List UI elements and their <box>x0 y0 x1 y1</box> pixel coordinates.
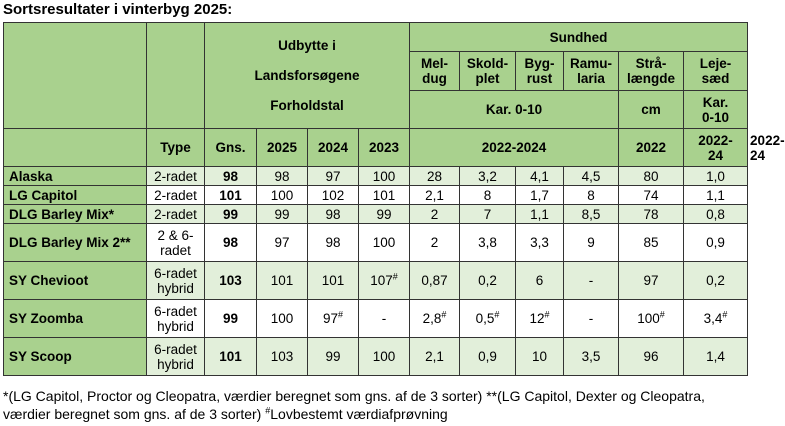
yield-line-1: Udbytte i <box>278 37 336 53</box>
straa-value: 78 <box>619 205 684 224</box>
statutory-mark: # <box>392 271 398 282</box>
table-row <box>4 262 748 300</box>
y2025-header: 2025 <box>257 129 308 167</box>
bygrust-value: 12# <box>516 300 564 338</box>
statutory-mark: # <box>659 309 665 320</box>
straa-value: 96 <box>619 338 684 376</box>
table-row <box>4 224 748 262</box>
y2025-value: 100 <box>257 186 308 205</box>
straa-value: 100# <box>619 300 684 338</box>
kar-health-header: Kar. 0-10 <box>410 91 619 129</box>
meldug-value: 2,1 <box>410 186 460 205</box>
footnote <box>3 387 747 423</box>
variety-type: 2-radet <box>147 167 205 186</box>
skoldplet-value: 3,2 <box>460 167 516 186</box>
gns-value: 98 <box>205 224 257 262</box>
type-spacer-cell <box>147 23 205 129</box>
blank-name-header <box>4 129 147 167</box>
meldug-value: 28 <box>410 167 460 186</box>
ramularia-value: 3,5 <box>564 338 619 376</box>
yield-line-3: Forholdstal <box>270 97 344 113</box>
y2023-value: 100 <box>359 224 410 262</box>
skoldplet-value: 7 <box>460 205 516 224</box>
y2024-value: 98 <box>308 205 359 224</box>
y2023-value: 100 <box>359 167 410 186</box>
skoldplet-value: 3,8 <box>460 224 516 262</box>
y2025-value: 98 <box>257 167 308 186</box>
corner-cell <box>4 23 147 129</box>
leje-value: 1,0 <box>684 167 748 186</box>
statutory-mark: # <box>338 309 344 320</box>
ramularia-value: - <box>564 262 619 300</box>
gns-value: 101 <box>205 338 257 376</box>
footnote-statutory: Lovbestemt værdiafprøvning <box>270 406 448 422</box>
footnote-mix2: **(LG Capitol, Dexter og Cleopatra, værdier beregnet som gns. af de 3 sorter) <box>3 388 705 422</box>
statutory-mark: # <box>722 309 728 320</box>
ramularia-header: Ramu- laria <box>564 52 619 91</box>
variety-type: 6-radet hybrid <box>147 262 205 300</box>
ramularia-value: 8,5 <box>564 205 619 224</box>
yield-group-header <box>205 23 410 129</box>
table-row <box>4 186 748 205</box>
variety-name: LG Capitol <box>4 186 147 205</box>
y2025-value: 97 <box>257 224 308 262</box>
variety-type: 2 & 6- radet <box>147 224 205 262</box>
gns-value: 103 <box>205 262 257 300</box>
table-row <box>4 300 748 338</box>
skoldplet-value: 0,2 <box>460 262 516 300</box>
leje-value: 1,4 <box>684 338 748 376</box>
y2025-value: 100 <box>257 300 308 338</box>
straa-value: 97 <box>619 262 684 300</box>
footnote-mix: *(LG Capitol, Proctor og Cleopatra, værdier beregnet som gns. af de 3 sorter) <box>3 388 487 404</box>
table-row <box>4 167 748 186</box>
period-2022-2024-header: 2022-2024 <box>410 129 619 167</box>
y2024-header: 2024 <box>308 129 359 167</box>
bygrust-value: 1,1 <box>516 205 564 224</box>
gns-value: 99 <box>205 300 257 338</box>
y2025-value: 99 <box>257 205 308 224</box>
y2025-value: 101 <box>257 262 308 300</box>
y2024-value: 102 <box>308 186 359 205</box>
skoldplet-header: Skold- plet <box>460 52 516 91</box>
leje-value: 0,8 <box>684 205 748 224</box>
meldug-header: Mel- dug <box>410 52 460 91</box>
bygrust-value: 4,1 <box>516 167 564 186</box>
health-group-header: Sundhed <box>410 23 748 52</box>
variety-type: 6-radet hybrid <box>147 338 205 376</box>
meldug-value: 2,8# <box>410 300 460 338</box>
straa-value: 74 <box>619 186 684 205</box>
period-2022-24-straa-header: 2022- 24 <box>684 129 748 167</box>
skoldplet-value: 8 <box>460 186 516 205</box>
page-title: Sortsresultater i vinterbyg 2025: <box>3 1 233 18</box>
footnote-mark: # <box>265 405 271 416</box>
period-2022-header: 2022 <box>619 129 684 167</box>
meldug-value: 0,87 <box>410 262 460 300</box>
straa-value: 85 <box>619 224 684 262</box>
skoldplet-value: 0,5# <box>460 300 516 338</box>
statutory-mark: # <box>441 309 447 320</box>
table-row <box>4 205 748 224</box>
variety-name: DLG Barley Mix* <box>4 205 147 224</box>
gns-value: 98 <box>205 167 257 186</box>
y2024-value: 97 <box>308 167 359 186</box>
straalaengde-header: Strå- længde <box>619 52 684 91</box>
statutory-mark: # <box>544 309 550 320</box>
ramularia-value: 9 <box>564 224 619 262</box>
skoldplet-value: 0,9 <box>460 338 516 376</box>
meldug-value: 2 <box>410 224 460 262</box>
y2025-value: 103 <box>257 338 308 376</box>
lejesaed-header: Leje- sæd <box>684 52 748 91</box>
leje-value: 3,4# <box>684 300 748 338</box>
leje-value: 1,1 <box>684 186 748 205</box>
variety-name: Alaska <box>4 167 147 186</box>
statutory-mark: # <box>494 309 500 320</box>
y2023-value: 101 <box>359 186 410 205</box>
y2023-value: 100 <box>359 338 410 376</box>
leje-value: 0,2 <box>684 262 748 300</box>
ramularia-value: - <box>564 300 619 338</box>
y2023-value: 99 <box>359 205 410 224</box>
bygrust-value: 3,3 <box>516 224 564 262</box>
y2023-value: 107# <box>359 262 410 300</box>
table-row <box>4 338 748 376</box>
results-table: Udbytte i Landsforsøgene Forholdstal Sundhed Mel- dug Skold- plet Byg- rust Ramu- laria Strå- længde Leje- sæd Kar. 0-10 cm Kar. 0-10 Type Gns. 2025 2024 2023 2022-2024 2022 2022- 24 2022- 24 Alaska 2-radet 98 98 97 100 28 3,2 4,1 4,5 80 1,0 LG Capitol 2-radet 101 100 102 101 2,1 8 1,7 8 74 1,1 DLG Barley Mix* 2-radet 99 99 98 99 2 7 1,1 8,5 78 0,8 DLG Barley Mix 2** 2 & 6- radet 98 97 98 100 2 3,8 3,3 9 85 0,9 SY Chevioot 6-radet hybrid 103 101 101 107# 0,87 0,2 6 - 97 0,2 SY Zoomba 6-radet hybrid 99 100 97# - 2,8# 0,5# 12# - 100# 3,4# SY Scoop 6-radet hybrid 101 103 99 100 2,1 0,9 10 3,5 96 1,4 <box>3 22 748 376</box>
gns-header: Gns. <box>205 129 257 167</box>
gns-value: 101 <box>205 186 257 205</box>
yield-line-2: Landsforsøgene <box>254 67 360 83</box>
variety-type: 6-radet hybrid <box>147 300 205 338</box>
variety-type: 2-radet <box>147 186 205 205</box>
meldug-value: 2 <box>410 205 460 224</box>
kar-lodging-header: Kar. 0-10 <box>684 91 748 129</box>
y2023-value: - <box>359 300 410 338</box>
meldug-value: 2,1 <box>410 338 460 376</box>
y2024-value: 98 <box>308 224 359 262</box>
ramularia-value: 8 <box>564 186 619 205</box>
variety-name: DLG Barley Mix 2** <box>4 224 147 262</box>
straa-value: 80 <box>619 167 684 186</box>
cm-header: cm <box>619 91 684 129</box>
variety-type: 2-radet <box>147 205 205 224</box>
y2023-header: 2023 <box>359 129 410 167</box>
variety-name: SY Scoop <box>4 338 147 376</box>
y2024-value: 97# <box>308 300 359 338</box>
variety-name: SY Chevioot <box>4 262 147 300</box>
leje-value: 0,9 <box>684 224 748 262</box>
bygrust-value: 10 <box>516 338 564 376</box>
bygrust-value: 1,7 <box>516 186 564 205</box>
variety-name: SY Zoomba <box>4 300 147 338</box>
ramularia-value: 4,5 <box>564 167 619 186</box>
type-header: Type <box>147 129 205 167</box>
bygrust-value: 6 <box>516 262 564 300</box>
y2024-value: 99 <box>308 338 359 376</box>
gns-value: 99 <box>205 205 257 224</box>
bygrust-header: Byg- rust <box>516 52 564 91</box>
y2024-value: 101 <box>308 262 359 300</box>
